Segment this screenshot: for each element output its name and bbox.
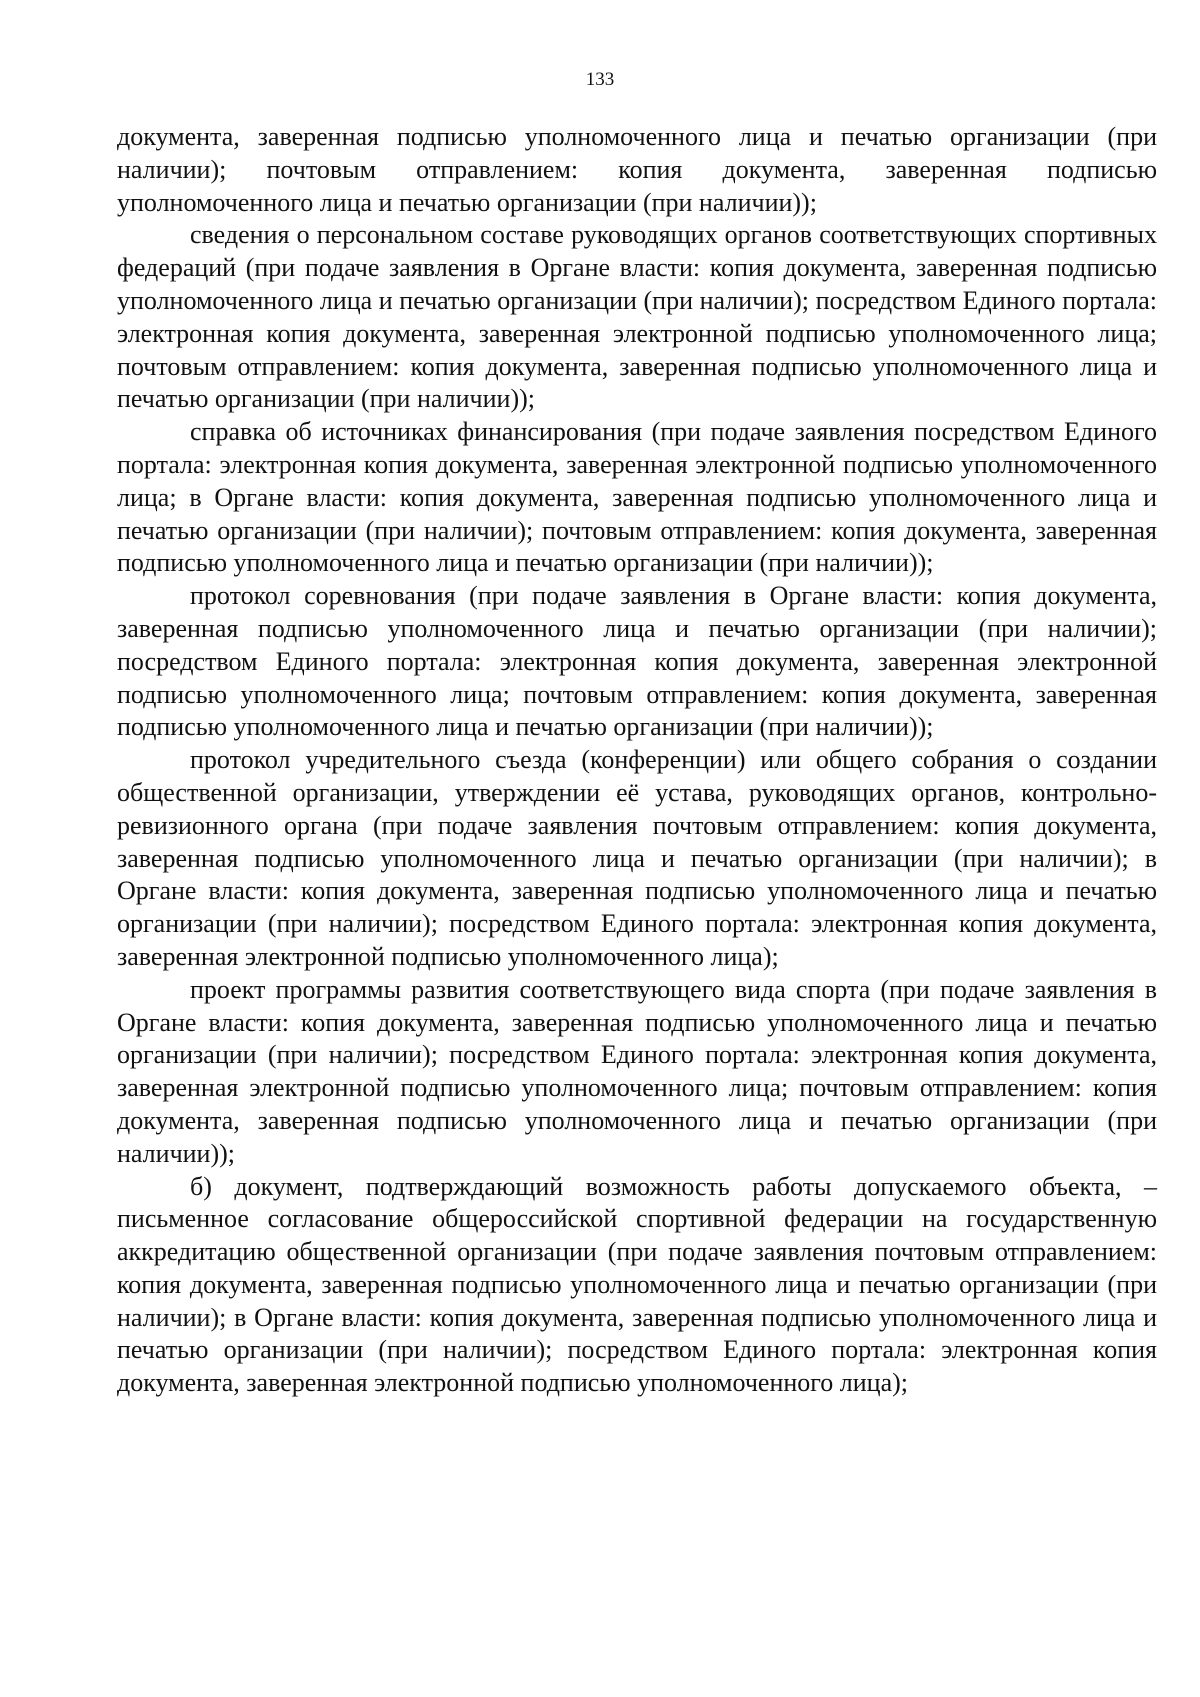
paragraph-item-b: б) документ, подтверждающий возможность работы допускаемого объекта, – письменное согласование общероссийской спортивной федерации на государственную аккредитацию общественной организации (при подаче заявления почтовым отправлением: копия документа, заверенная подписью уполномоченного лица и печатью организации (при наличии); в Органе власти: копия документа, заверенная подписью уполномоченного лица и печатью организации (при наличии); посредством Единого портала: электронная копия документа, заверенная электронной подписью уполномоченного лица); — [117, 1171, 1157, 1398]
paragraph-competition-protocol: протокол соревнования (при подаче заявления в Органе власти: копия документа, заверенная подписью уполномоченного лица и печатью организации (при наличии); посредством Единого портала: электронная копия документа, заверенная электронной подписью уполномоченного лица; почтовым отправлением: копия документа, заверенная подписью уполномоченного лица и печатью организации (при наличии)); — [117, 581, 1157, 742]
paragraph-continuation: документа, заверенная подписью уполномоченного лица и печатью организации (при наличии); почтовым отправлением: копия документа, заверенная подписью уполномоченного лица и печатью организации (при наличии)); — [117, 122, 1157, 217]
paragraph-founding-congress-protocol: протокол учредительного съезда (конференции) или общего собрания о создании общественной организации, утверждении её устава, руководящих органов, контрольно-ревизионного органа (при подаче заявления почтовым отправлением: копия документа, заверенная подписью уполномоченного лица и печатью организации (при наличии); в Органе власти: копия документа, заверенная подписью уполномоченного лица и печатью организации (при наличии); посредством Единого портала: электронная копия документа, заверенная электронной подписью уполномоченного лица); — [117, 745, 1157, 971]
document-body — [117, 121, 1157, 1400]
page-number: 133 — [585, 69, 615, 90]
paragraph-personnel-composition: сведения о персональном составе руководящих органов соответствующих спортивных федераций (при подаче заявления в Органе власти: копия документа, заверенная подписью уполномоченного лица и печатью организации (при наличии); посредством Единого портала: электронная копия документа, заверенная электронной подписью уполномоченного лица; почтовым отправлением: копия документа, заверенная подписью уполномоченного лица и печатью организации (при наличии)); — [117, 220, 1157, 414]
paragraph-funding-sources: справка об источниках финансирования (при подаче заявления посредством Единого портала: электронная копия документа, заверенная электронной подписью уполномоченного лица; в Органе власти: копия документа, заверенная подписью уполномоченного лица и печатью организации (при наличии); почтовым отправлением: копия документа, заверенная подписью уполномоченного лица и печатью организации (при наличии)); — [117, 417, 1157, 578]
paragraph-development-program-draft: проект программы развития соответствующего вида спорта (при подаче заявления в Органе власти: копия документа, заверенная подписью уполномоченного лица и печатью организации (при наличии); посредством Единого портала: электронная копия документа, заверенная электронной подписью уполномоченного лица; почтовым отправлением: копия документа, заверенная подписью уполномоченного лица и печатью организации (при наличии)); — [117, 974, 1157, 1168]
